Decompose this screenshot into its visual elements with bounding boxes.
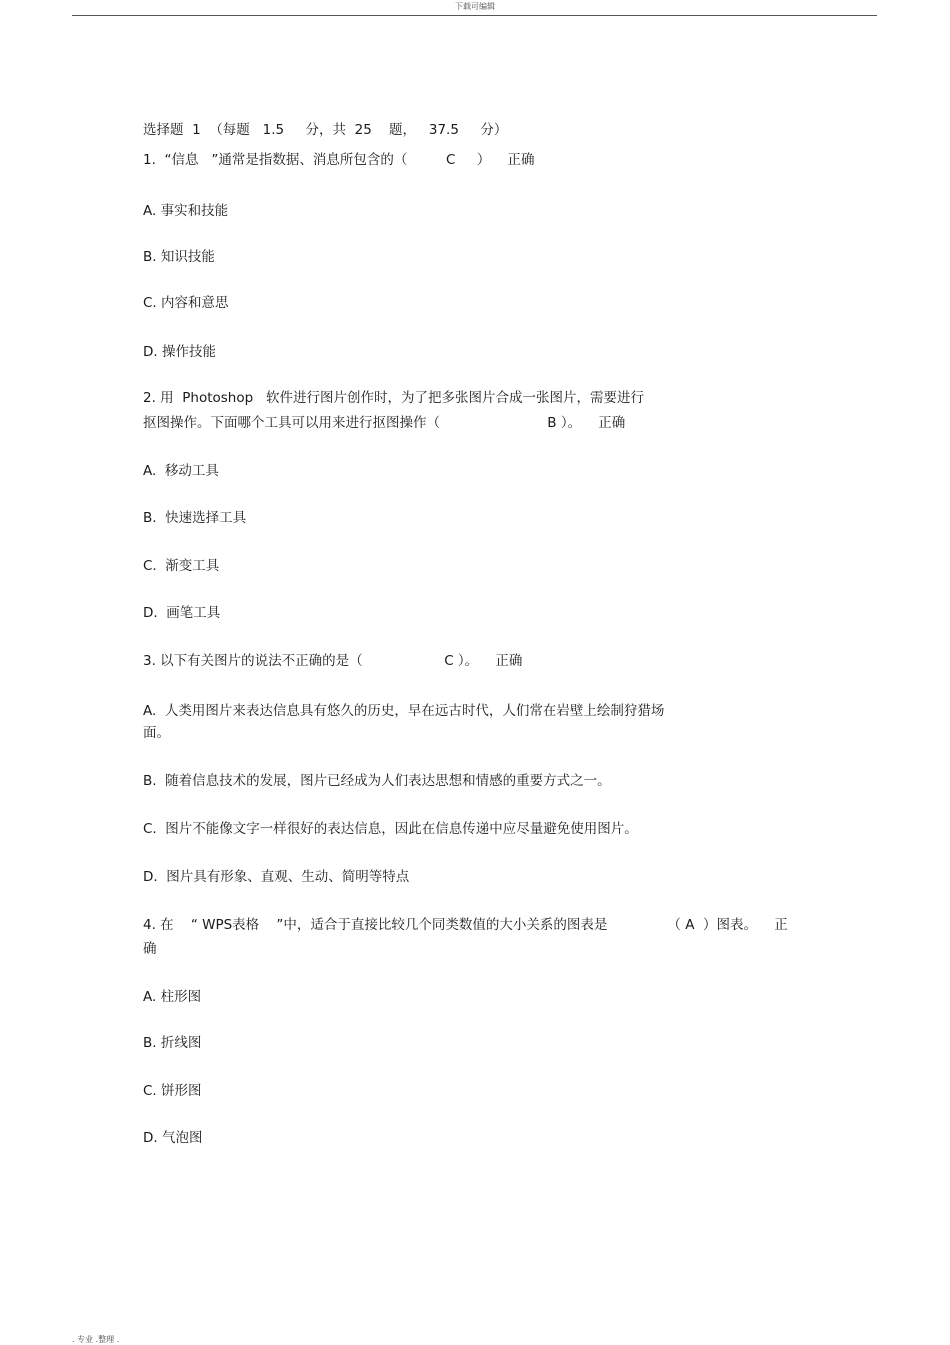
question-2-stem-line-1: 2. 用 Photoshop 软件进行图片创作时，为了把多张图片合成一张图片，需要进行: [143, 390, 645, 406]
question-2-option-b: B. 快速选择工具: [143, 510, 247, 526]
question-3-stem: 3. 以下有关图片的说法不正确的是（ C ）。 正确: [143, 653, 523, 669]
question-1-option-d: D. 操作技能: [143, 344, 216, 360]
question-3-option-a-line-2: 面。: [143, 725, 170, 741]
question-2-option-c: C. 渐变工具: [143, 558, 220, 574]
question-3-option-d: D. 图片具有形象、直观、生动、简明等特点: [143, 869, 410, 885]
question-2-option-a: A. 移动工具: [143, 463, 219, 479]
question-4-stem-line-2: 确: [143, 941, 157, 957]
question-1-option-c: C. 内容和意思: [143, 295, 229, 311]
question-4-option-d: D. 气泡图: [143, 1130, 203, 1146]
question-3-option-c: C. 图片不能像文字一样很好的表达信息，因此在信息传递中应尽量避免使用图片。: [143, 821, 638, 837]
question-1-option-a: A. 事实和技能: [143, 203, 229, 219]
question-2-stem-line-2: 抠图操作。下面哪个工具可以用来进行抠图操作（ B ）。 正确: [143, 415, 626, 431]
header-divider: [72, 15, 877, 16]
question-4-option-a: A. 柱形图: [143, 989, 202, 1005]
question-3-option-a-line-1: A. 人类用图片来表达信息具有悠久的历史，早在远古时代，人们常在岩壁上绘制狩猎场: [143, 703, 665, 719]
question-3-option-b: B. 随着信息技术的发展，图片已经成为人们表达思想和情感的重要方式之一。: [143, 773, 611, 789]
question-1-stem: 1. “信息 ”通常是指数据、消息所包含的（ C ） 正确: [143, 152, 535, 168]
question-4-option-b: B. 折线图: [143, 1035, 202, 1051]
page-footer: . 专业 .整理 .: [72, 1335, 120, 1344]
question-1-option-b: B. 知识技能: [143, 249, 215, 265]
question-2-option-d: D. 画笔工具: [143, 605, 221, 621]
section-title: 选择题 1 （每题 1.5 分，共 25 题， 37.5 分）: [143, 122, 508, 138]
question-4-option-c: C. 饼形图: [143, 1083, 202, 1099]
question-4-stem-line-1: 4. 在 “ WPS表格 ”中，适合于直接比较几个同类数值的大小关系的图表是 （ A ）图表。 正: [143, 917, 788, 933]
page-header: 下载可编辑: [455, 2, 495, 11]
